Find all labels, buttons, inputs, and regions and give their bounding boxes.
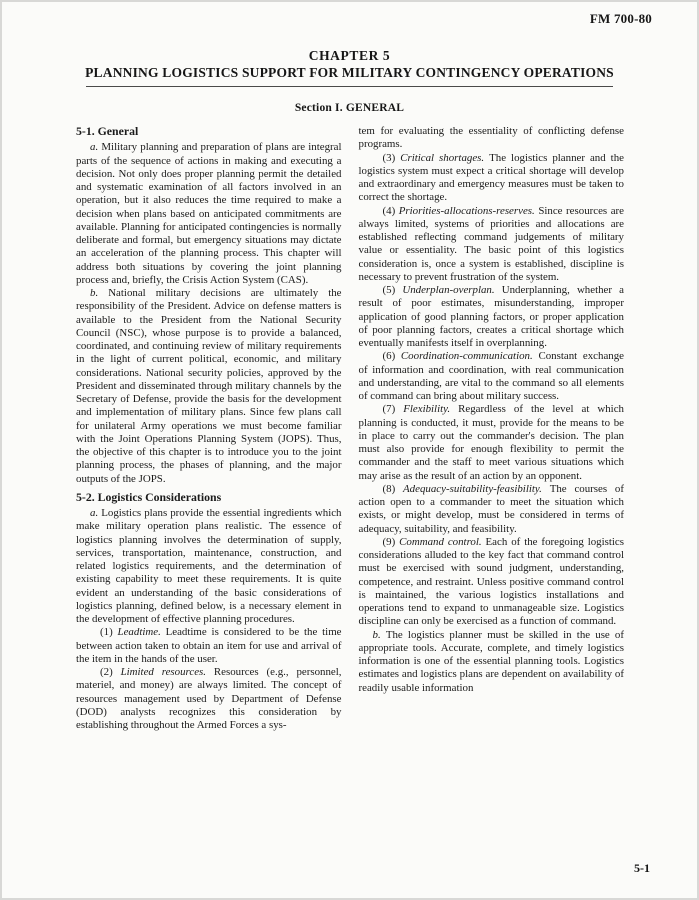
body-section-heading: 5-2. Logistics Considerations <box>76 489 222 504</box>
page-number: 5-1 <box>634 861 650 875</box>
body-section-heading: 5-1. General <box>76 124 139 138</box>
paragraph-term: Limited resources. <box>120 666 214 678</box>
numbered-paragraph: (2) Limited resources. Resources (e.g., personnel, materiel, and money) are always limited. The concept of resources management used by Department of Defense (DOD) analysts recognizes this consideration by establishing throughout the Armed Forces a sys- <box>76 666 342 731</box>
paragraph-term: Underplan-overplan. <box>402 284 502 296</box>
paragraph-term: Flexibility. <box>403 403 459 416</box>
paragraph-number: (1) <box>100 626 118 639</box>
numbered-paragraph: (7) Flexibility. Regardless of the level at which planning is conducted, it must, provide for the means to be in place to carry out the commander's decision. The plan must also provide for enough flexibility to permit the commander and the staff to meet various situations which may arise as the result of an action by an opponent. <box>358 403 624 482</box>
numbered-paragraph: (1) Leadtime. Leadtime is considered to be the time between action taken to obtain an item for use and arrival of the item in the hands of the user. <box>76 626 342 665</box>
numbered-paragraph: (3) Critical shortages. The logistics planner and the logistics system must expect a critical shortage will develop and extraordinary and emergency measures must be taken to correct the shortage. <box>358 151 624 204</box>
document-id-header: FM 700-80 <box>589 11 652 26</box>
numbered-paragraph: (9) Command control. Each of the foregoing logistics considerations alluded to the key fact that command control must be exercised with sound judgment, understanding, competence, and restraint. Unless positive command control is maintained, the various logistics installations and operations tend to expand to unmanageable size. Logistics discipline can only be exercised as a function of command. <box>358 535 625 628</box>
paragraph-lead-letter: a. <box>90 141 102 154</box>
paragraph-lead-letter: b. <box>90 287 109 299</box>
paragraph-term: Priorities-allocations-reserves. <box>398 204 539 217</box>
numbered-paragraph: (5) Underplan-overplan. Underplanning, whether a result of poor estimates, misunderstanding, improper application of good planning factors, or proper application of poor planning factors, creates a critical shortage which eventually manifests itself in overplanning. <box>358 284 624 349</box>
paragraph-number: (8) <box>382 482 404 495</box>
two-column-body <box>2 114 697 732</box>
paragraph-number: (4) <box>382 204 399 217</box>
paragraph-lead-letter: b. <box>372 628 386 641</box>
document-page <box>2 2 697 898</box>
title-rule <box>86 86 613 87</box>
paragraph-number: (3) <box>382 151 401 164</box>
left-column <box>76 125 342 732</box>
numbered-paragraph: (8) Adequacy-suitability-feasibility. The courses of action open to a commander to meet the situation which exists, or might develop, must be considered in terms of adequacy, suitability, and feasibility. <box>358 482 625 535</box>
right-column <box>359 125 625 732</box>
section-title: Section I. GENERAL <box>294 102 405 114</box>
paragraph: a. Military planning and preparation of plans are integral parts of the sequence of actions in making and executing a decision. Not only does proper planning permit the detailed and systematic examination of all factors involved in an operation, but it also reduces the time required to make a decision when plans based on anticipated commitments are available. Planning for anticipated contingencies is normally deliberate and formal, but emergency situations may dictate an acceleration of the planning process. This chapter will address both situations by covering the joint planning process and, briefly, the Crisis Action System (CAS). <box>76 141 342 286</box>
paragraph-lead-letter: a. <box>90 507 102 519</box>
paragraph: a. Logistics plans provide the essential ingredients which make military operation plans realistic. The essence of logistics planning involves the determination of supply, services, transportation, maintenance, construction, and related logistics requirements, and the determination of existing capability to meet these requirements. It is quite evident an understanding of the basic considerations of logistics planning, defined below, is a necessary element in the development of effective planning procedures. <box>76 507 342 625</box>
numbered-paragraph: (6) Coordination-communication. Constant exchange of information and coordination, with real communication and understanding, are vital to the command so all elements of command can bring about military success. <box>358 350 624 402</box>
chapter-title: PLANNING LOGISTICS SUPPORT FOR MILITARY CONTINGENCY OPERATIONS <box>85 65 614 80</box>
paragraph-term: Coordination-communication. <box>400 350 539 363</box>
paragraph-term: Command control. <box>399 535 486 548</box>
paragraph-term: Leadtime. <box>117 626 166 639</box>
paragraph-number: (2) <box>100 666 121 678</box>
paragraph-number: (5) <box>382 284 403 296</box>
paragraph: b. National military decisions are ultimately the responsibility of the President. Advice on defense matters is available to the President from the National Security Council (NSC), whose purpose is to provide a balanced, coordinated, and continuing review of military requirements in the light of current political, economic, and military considerations. National security policies, approved by the President and disseminated through military channels by the Secretary of Defense, provide the basis for the development and implementation of military plans. Since few plans call for unilateral Army operations we must become familiar with the Joint Operations Planning System (JOPS). Thus, the objective of this chapter is to introduce you to the joint planning process, the phases of planning, and the major outputs of the JOPS. <box>76 287 342 485</box>
paragraph-number: (6) <box>382 350 401 363</box>
paragraph-number: (7) <box>382 403 404 416</box>
chapter-number: CHAPTER 5 <box>308 48 391 63</box>
paragraph: b. The logistics planner must be skilled in the use of appropriate tools. Accurate, complete, and timely logistics information is one of the essential planning tools. Logistics estimates and logistics plans are dependent on availability of readily usable information <box>358 628 624 694</box>
paragraph-term: Adequacy-suitability-feasibility. <box>403 482 550 495</box>
numbered-paragraph: (4) Priorities-allocations-reserves. Since resources are always limited, systems of priorities and allocations are established reflecting command judgements of military value or essentiality. The basic point of this logistics consideration is, once a system is established, discipline is necessary to prevent frustration of the system. <box>358 204 625 283</box>
paragraph-term: Critical shortages. <box>400 151 490 164</box>
paragraph-number: (9) <box>382 535 400 548</box>
continuation-paragraph: tem for evaluating the essentiality of conflicting defense programs. <box>358 125 624 151</box>
